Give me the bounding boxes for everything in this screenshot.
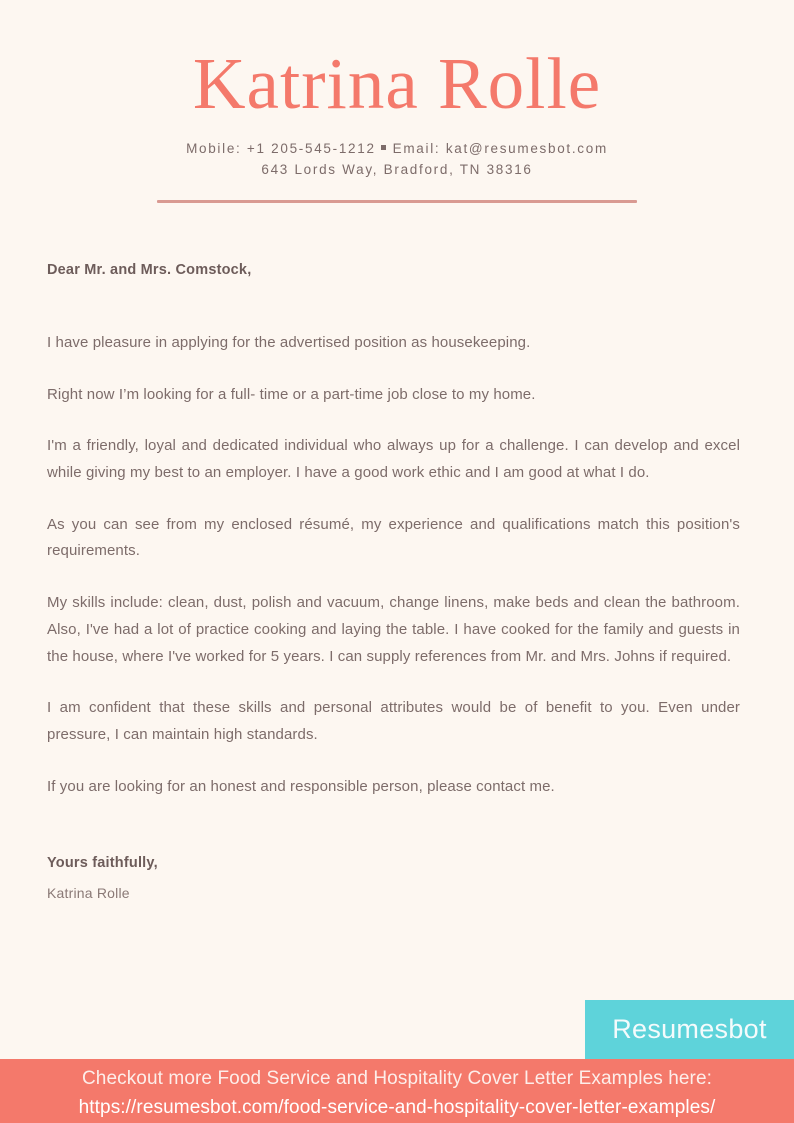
body-paragraph: I am confident that these skills and personal attributes would be of benefit to you. Even under pressure, I can maintain high standards. xyxy=(47,699,740,743)
letter-body xyxy=(47,262,740,901)
letter-header xyxy=(0,0,794,203)
address-text: 643 Lords Way, Bradford, TN 38316 xyxy=(261,161,533,177)
body-paragraph: I'm a friendly, loyal and dedicated individual who always up for a challenge. I can develop and excel while giving my best to an employer. I have a good work ethic and I am good at what I do. xyxy=(47,437,740,482)
footer-banner xyxy=(0,1059,794,1123)
email-text: Email: kat@resumesbot.com xyxy=(392,141,608,156)
signature-name: Katrina Rolle xyxy=(47,885,130,902)
resumesbot-badge xyxy=(585,1000,794,1059)
body-paragraph: If you are looking for an honest and responsible person, please contact me. xyxy=(47,777,555,795)
body-paragraph: As you can see from my enclosed résumé, my experience and qualifications match this position's requirements. xyxy=(47,515,740,560)
header-divider-wrap xyxy=(0,200,794,203)
footer-promo-text: Checkout more Food Service and Hospitality Cover Letter Examples here: xyxy=(81,1068,713,1089)
signature-block xyxy=(47,855,740,901)
contact-block xyxy=(0,139,794,181)
header-divider xyxy=(157,200,637,203)
body-paragraph: I have pleasure in applying for the advertised position as housekeeping. xyxy=(47,334,531,351)
applicant-name: Katrina Rolle xyxy=(192,43,602,124)
bullet-separator-icon xyxy=(381,145,386,150)
contact-line-primary xyxy=(0,139,794,160)
footer-promo-link[interactable]: https://resumesbot.com/food-service-and-hospitality-cover-letter-examples/ xyxy=(78,1096,716,1118)
mobile-text: Mobile: +1 205-545-1212 xyxy=(186,141,376,156)
body-paragraph: My skills include: clean, dust, polish and vacuum, change linens, make beds and clean the bathroom. Also, I've had a lot of practice cooking and laying the table. I have cooked for the family and guests in the house, where I've worked for 5 years. I can supply references from Mr. and Mrs. Johns if required. xyxy=(47,594,740,665)
closing-phrase: Yours faithfully, xyxy=(47,855,158,872)
resumesbot-badge-label: Resumesbot xyxy=(612,1014,767,1044)
body-paragraph: Right now I’m looking for a full- time or a part-time job close to my home. xyxy=(47,385,536,403)
salutation: Dear Mr. and Mrs. Comstock, xyxy=(47,262,252,278)
